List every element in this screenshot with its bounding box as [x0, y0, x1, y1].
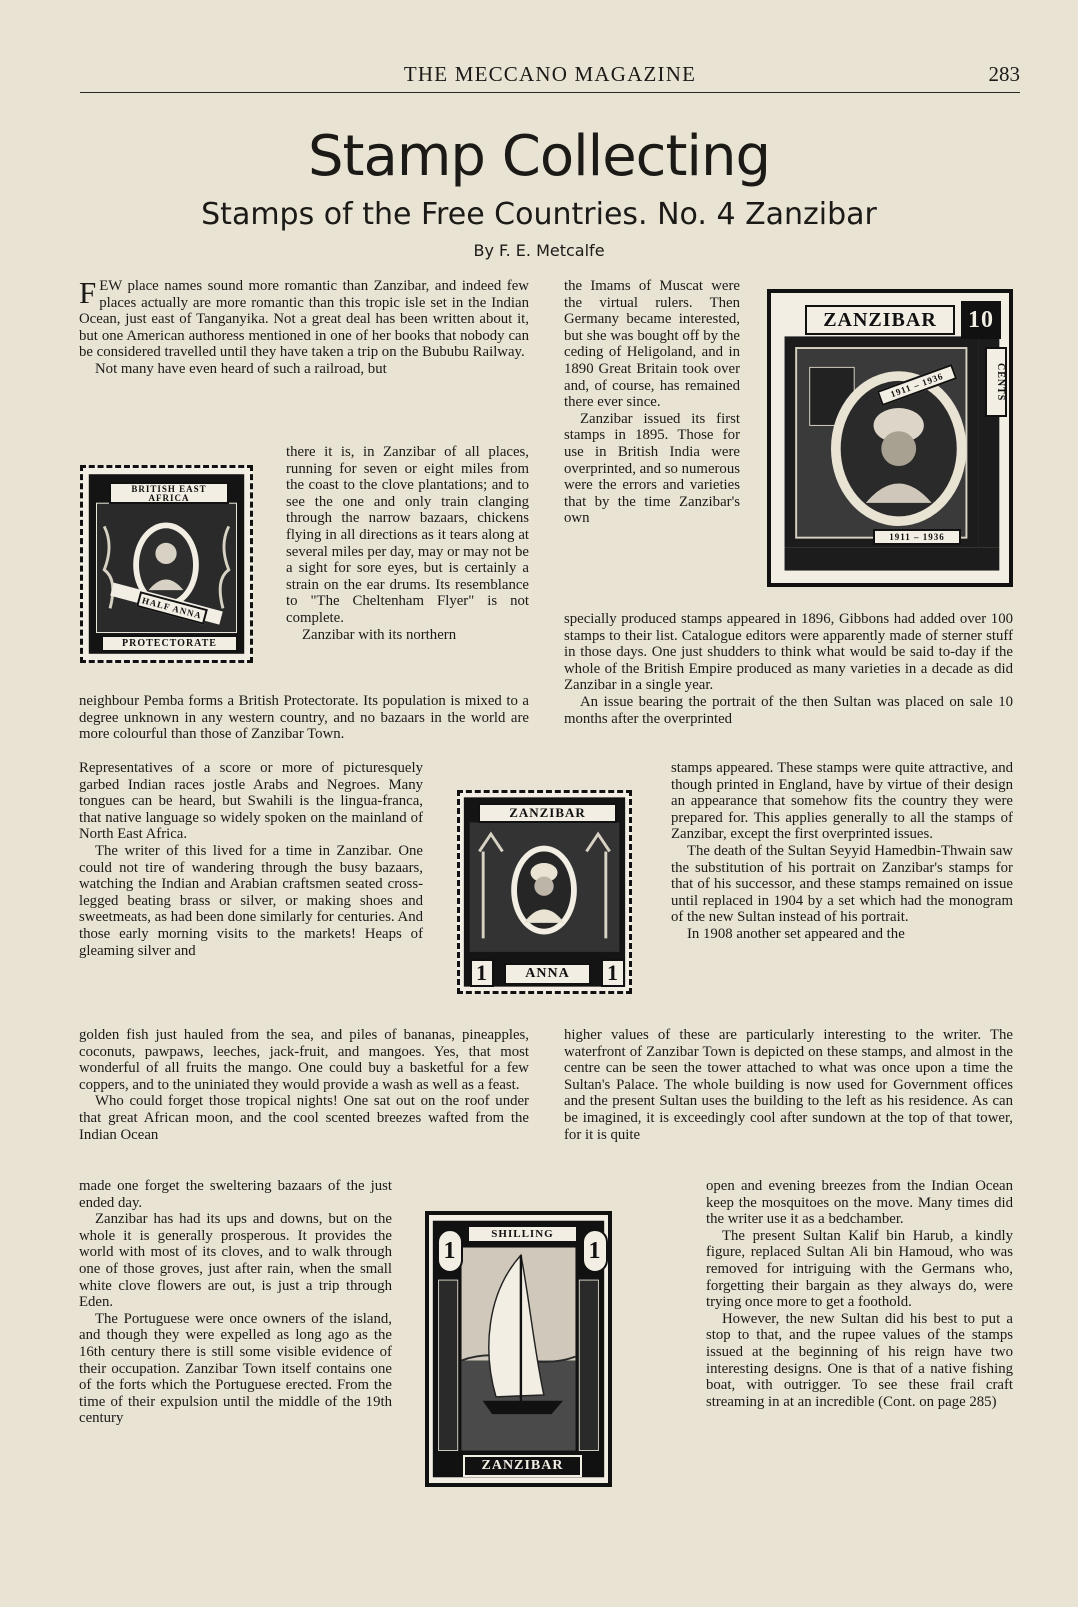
- right-column-block-5: [706, 1178, 1013, 1410]
- stamp-value-right: 1: [601, 959, 625, 987]
- left-column-block-6: [79, 1178, 392, 1427]
- paragraph: neighbour Pemba forms a British Protectorate. Its population is mixed to a degree unknown in any western country, and no bazaars in the world are more colourful than those of Zanzibar Town.: [79, 693, 529, 743]
- running-head: [80, 60, 1020, 93]
- paragraph: higher values of these are particularly interesting to the writer. The waterfront of Zanzibar Town is depicted on these stamps, and almost in the centre can be seen the tower attached to what was once upon a time the Sultan's Palace. The whole building is now used for Government offices and the present Sultan uses the building to the left as his residence. As can be imagined, it is exceedingly cool after sundown at the top of that tower, for it is quite: [564, 1027, 1013, 1143]
- paragraph: Not many have even heard of such a railroad, but: [95, 360, 387, 377]
- paragraph: In 1908 another set appeared and the: [687, 925, 905, 942]
- stamp-top-text: ZANZIBAR: [478, 803, 617, 823]
- paragraph: stamps appeared. These stamps were quite attractive, and though printed in England, have by virtue of their design an appearance that somehow fits the country they were prepared for. This applies generally to all the stamps of Zanzibar, except the first overprinted issues.: [671, 760, 1013, 843]
- right-column-block-1: [564, 278, 740, 527]
- magazine-name: THE MECCANO MAGAZINE: [403, 62, 697, 86]
- article-byline: By F. E. Metcalfe: [473, 241, 605, 260]
- paragraph: made one forget the sweltering bazaars of the just ended day.: [79, 1178, 392, 1211]
- stamp-top-text: ZANZIBAR: [805, 305, 955, 335]
- paragraph: Who could forget those tropical nights! One sat out on the roof under that great African moon, and the cool scented breezes wafted from the Indian Ocean: [79, 1093, 529, 1143]
- stamp-value-left: 1: [437, 1229, 463, 1273]
- stamp-bottom-text: PROTECTORATE: [101, 635, 238, 652]
- stamp-years-top: 1911 – 1936: [877, 364, 958, 406]
- left-column-block-2: [286, 444, 529, 643]
- paragraph: the Imams of Muscat were the virtual rulers. Then Germany became interested, but she was bought off by the ceding of Heligoland, and in 1890 Great Britain took over and, of course, has remained there ever since.: [564, 278, 740, 411]
- paragraph: specially produced stamps appeared in 1896, Gibbons had added over 100 stamps to their list. Catalogue editors were apparently made of sterner stuff in those days. One just shudders to think what would be said to-day if the whole of the British Empire produced as many varieties in a decade as did Zanzibar in a single year.: [564, 611, 1013, 694]
- left-column-block-3: [79, 693, 529, 743]
- stamp-bottom-text: ZANZIBAR: [463, 1455, 582, 1477]
- paragraph: However, the new Sultan did his best to put a stop to that, and the rupee values of the stamps issued at the beginning of his reign have two interesting designs. One is that of a native fishing boat, with outrigger. To see these frail craft streaming in at an incredible (Cont. on page 285): [706, 1310, 1013, 1410]
- paragraph: open and evening breezes from the Indian Ocean keep the mosquitoes on the move. Many times did the writer use it as a bedchamber.: [706, 1178, 1013, 1228]
- right-column-block-4: [564, 1027, 1013, 1143]
- stamp-side-text: CENTS: [985, 347, 1007, 417]
- zanzibar-one-anna-stamp: [457, 790, 632, 994]
- paragraph: Zanzibar issued its first stamps in 1895. Those for use in British India were overprinted, and so numerous were the errors and varieties that by the time Zanzibar's own: [564, 410, 740, 527]
- stamp-value-left: 1: [470, 959, 494, 987]
- paragraph: Representatives of a score or more of picturesquely garbed Indian races jostle Arabs and Negroes. Many tongues can be heard, but Swahili is the lingua-franca, that native language so widely spoken on the mainland of North East Africa.: [79, 760, 423, 843]
- page-number: 283: [988, 62, 1020, 86]
- stamp-value-text: HALF ANNA: [136, 591, 208, 625]
- article-subtitle: Stamps of the Free Countries. No. 4 Zanzibar: [201, 197, 877, 232]
- stamp-years-bottom: 1911 – 1936: [873, 529, 961, 545]
- paragraph: FEW place names sound more romantic than Zanzibar, and indeed few places actually are more romantic than this tropic isle set in the Indian Ocean, just east of Tanganyika. Not a great deal has been written about it, but one American authoress mentioned in one of her books that nobody can be considered travelled until they have taken a trip on the Bububu Railway.: [79, 275, 529, 361]
- stamp-value-right: 1: [582, 1229, 608, 1273]
- paragraph: The present Sultan Kalif bin Harub, a kindly figure, replaced Sultan Ali bin Hamoud, who was removed for intriguing with the Germans who, forgetting their bargain as they always do, were trying once more to get a foothold.: [706, 1227, 1013, 1311]
- right-column-block-2: [564, 611, 1013, 727]
- paragraph: An issue bearing the portrait of the then Sultan was placed on sale 10 months after the overprinted: [564, 693, 1013, 727]
- stamp-top-text: BRITISH EAST AFRICA: [109, 482, 229, 504]
- left-column-block-5: [79, 1027, 529, 1143]
- left-column-block-1: [79, 275, 529, 378]
- british-east-africa-stamp: [80, 465, 253, 663]
- paragraph: there it is, in Zanzibar of all places, running for seven or eight miles from the coast to the clove plantations; and to see the one and only train clanging through the narrow bazaars, chickens flying in all directions as it tears along at several miles per day, may or may not be a sight for sore eyes, but is certainly a strain on the ear drums. Its resemblance to "The Cheltenham Flyer" is not complete.: [286, 444, 529, 626]
- stamp-value-text: 10: [961, 301, 1001, 339]
- paragraph: The death of the Sultan Seyyid Hamedbin-Thwain saw the substitution of his portrait on Zanzibar's stamps for that of his successor, and these stamps remained on issue until replaced in 1904 by a set which had the monogram of the new Sultan instead of his portrait.: [671, 842, 1013, 926]
- left-column-block-4: [79, 760, 423, 959]
- zanzibar-ten-cents-jubilee-stamp: [767, 289, 1013, 587]
- paragraph: golden fish just hauled from the sea, and piles of bananas, pineapples, coconuts, pawpaws, leeches, jack-fruit, and mangoes. Yes, that most wonderful of all fruits the mango. One could buy a basketful for a few coppers, and to the uniniated they would provide a wash as well as a feast.: [79, 1027, 529, 1093]
- stamp-top-text: SHILLING: [467, 1225, 578, 1243]
- article-title: Stamp Collecting: [308, 124, 770, 189]
- zanzibar-one-shilling-stamp: [425, 1211, 612, 1487]
- paragraph: The writer of this lived for a time in Zanzibar. One could not tire of wandering through the busy bazaars, watching the Indian and Arabian craftsmen seated cross-legged beating brass or silver, or making shoes and sweetmeats, as had been done similarly for centuries. And those early morning visits to the markets! Heaps of gleaming silver and: [79, 842, 423, 959]
- paragraph: Zanzibar has had its ups and downs, but on the whole it is generally prosperous. It provides the world with most of its cloves, and to walk through one of those groves, just after rain, when the small white clove flowers are out, is just a trip through Eden.: [79, 1211, 392, 1311]
- paragraph: Zanzibar with its northern: [302, 626, 457, 643]
- paragraph: The Portuguese were once owners of the island, and though they were expelled as long ago as the 16th century there is still some visible evidence of their occupation. Zanzibar Town itself contains one of the forts which the Portuguese erected. From the time of their expulsion until the middle of the 19th century: [79, 1310, 392, 1427]
- right-column-block-3: [671, 760, 1013, 943]
- stamp-bottom-text: ANNA: [504, 963, 591, 985]
